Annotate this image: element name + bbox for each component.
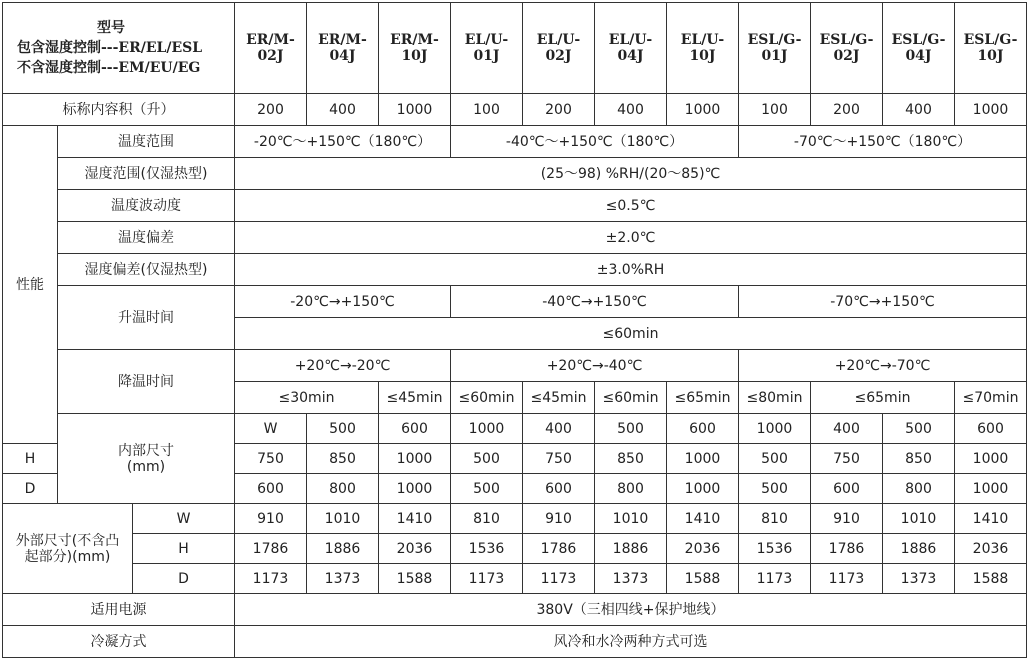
size-value: 1000 [667, 444, 739, 474]
temp-range-group: -40℃～+150℃（180℃） [451, 126, 739, 158]
temp-range-group: -20℃～+150℃（180℃） [235, 126, 451, 158]
size-value: 1000 [451, 414, 523, 444]
cooling-time-label: 降温时间 [58, 350, 235, 414]
cooling-time-value: ≤30min [235, 382, 379, 414]
volume-value: 100 [451, 94, 523, 126]
external-size-row [3, 534, 1027, 564]
size-value: 1886 [883, 534, 955, 564]
size-value: 1410 [955, 504, 1027, 534]
model-cell: ER/M- 02J [235, 3, 307, 94]
cooling-time-value: ≤45min [379, 382, 451, 414]
size-value: 1786 [235, 534, 307, 564]
cooling-time-group: +20℃→-40℃ [451, 350, 739, 382]
cooling-time-value: ≤65min [811, 382, 955, 414]
size-value: 800 [883, 474, 955, 504]
volume-value: 200 [811, 94, 883, 126]
model-cell: EL/U- 02J [523, 3, 595, 94]
size-value: 1173 [739, 564, 811, 594]
size-value: 500 [883, 414, 955, 444]
temp-fluctuation-label: 温度波动度 [58, 190, 235, 222]
without-humidity-label: 不含湿度控制---EM/EU/EG [17, 60, 201, 76]
volume-value: 1000 [379, 94, 451, 126]
size-value: 1536 [739, 534, 811, 564]
cooling-time-value: ≤60min [451, 382, 523, 414]
internal-size-row [3, 414, 1027, 444]
size-value: 810 [451, 504, 523, 534]
model-cell: ESL/G- 02J [811, 3, 883, 94]
heating-time-group: -20℃→+150℃ [235, 286, 451, 318]
size-value: 850 [595, 444, 667, 474]
humidity-range-label: 湿度范围(仅湿热型) [58, 158, 235, 190]
size-value: 1000 [739, 414, 811, 444]
temp-range-row [3, 126, 1027, 158]
cooling-time-value: ≤60min [595, 382, 667, 414]
volume-value: 200 [235, 94, 307, 126]
cooling-time-value: ≤80min [739, 382, 811, 414]
temp-range-group: -70℃～+150℃（180℃） [739, 126, 1027, 158]
size-value: 910 [523, 504, 595, 534]
size-value: 1410 [667, 504, 739, 534]
size-value: 1536 [451, 534, 523, 564]
size-value: 600 [235, 474, 307, 504]
volume-value: 400 [595, 94, 667, 126]
internal-size-label: 内部尺寸 (mm) [58, 414, 235, 504]
size-value: 1173 [235, 564, 307, 594]
size-value: 1886 [307, 534, 379, 564]
cooling-time-value: ≤70min [955, 382, 1027, 414]
size-value: 910 [811, 504, 883, 534]
size-value: 500 [451, 474, 523, 504]
size-value: 1886 [595, 534, 667, 564]
humidity-range-value: (25～98) %RH/(20～85)℃ [235, 158, 1027, 190]
size-value: 2036 [379, 534, 451, 564]
volume-value: 200 [523, 94, 595, 126]
performance-label: 性能 [3, 126, 58, 444]
model-cell: ER/M- 04J [307, 3, 379, 94]
model-label: 型号 [97, 20, 125, 36]
humidity-range-row [3, 158, 1027, 190]
size-value: 800 [595, 474, 667, 504]
size-value: 1000 [955, 444, 1027, 474]
size-value: 1588 [667, 564, 739, 594]
size-value: 750 [811, 444, 883, 474]
size-value: 1000 [955, 474, 1027, 504]
size-value: 750 [523, 444, 595, 474]
heating-time-group: -70℃→+150℃ [739, 286, 1027, 318]
size-value: 1000 [667, 474, 739, 504]
volume-value: 100 [739, 94, 811, 126]
external-size-row [3, 504, 1027, 534]
size-value: 1000 [379, 474, 451, 504]
size-value: 500 [307, 414, 379, 444]
volume-label: 标称内容积（升） [3, 94, 235, 126]
size-value: 500 [595, 414, 667, 444]
condensing-row [3, 626, 1027, 658]
size-value: 600 [667, 414, 739, 444]
size-value: 1588 [379, 564, 451, 594]
dim-label: W [235, 414, 307, 444]
temp-fluctuation-value: ≤0.5℃ [235, 190, 1027, 222]
size-value: 2036 [955, 534, 1027, 564]
power-row [3, 594, 1027, 626]
cooling-time-value: ≤45min [523, 382, 595, 414]
humidity-deviation-value: ±3.0%RH [235, 254, 1027, 286]
size-value: 600 [523, 474, 595, 504]
volume-row [3, 94, 1027, 126]
size-value: 1588 [955, 564, 1027, 594]
temp-deviation-label: 温度偏差 [58, 222, 235, 254]
size-value: 1786 [811, 534, 883, 564]
power-label: 适用电源 [3, 594, 235, 626]
size-value: 910 [235, 504, 307, 534]
size-value: 850 [307, 444, 379, 474]
size-value: 1410 [379, 504, 451, 534]
size-value: 2036 [667, 534, 739, 564]
model-cell: ESL/G- 01J [739, 3, 811, 94]
size-value: 400 [811, 414, 883, 444]
size-value: 1000 [379, 444, 451, 474]
dim-label: W [133, 504, 235, 534]
heating-time-label: 升温时间 [58, 286, 235, 350]
dim-label: D [3, 474, 58, 504]
volume-value: 1000 [667, 94, 739, 126]
humidity-deviation-row [3, 254, 1027, 286]
model-cell: EL/U- 10J [667, 3, 739, 94]
volume-value: 1000 [955, 94, 1027, 126]
size-value: 1173 [811, 564, 883, 594]
size-value: 750 [235, 444, 307, 474]
size-value: 810 [739, 504, 811, 534]
header-row [3, 3, 1027, 94]
size-value: 600 [379, 414, 451, 444]
size-value: 1010 [307, 504, 379, 534]
condensing-value: 风冷和水冷两种方式可选 [235, 626, 1027, 658]
size-value: 500 [739, 474, 811, 504]
with-humidity-label: 包含湿度控制---ER/EL/ESL [17, 40, 203, 56]
model-header-cell [3, 3, 235, 94]
model-cell: EL/U- 04J [595, 3, 667, 94]
dim-label: H [133, 534, 235, 564]
cooling-time-value: ≤65min [667, 382, 739, 414]
heating-time-row [3, 286, 1027, 318]
size-value: 1373 [595, 564, 667, 594]
temp-deviation-row [3, 222, 1027, 254]
spec-table [2, 2, 1027, 658]
size-value: 1786 [523, 534, 595, 564]
heating-time-group: -40℃→+150℃ [451, 286, 739, 318]
size-value: 1373 [883, 564, 955, 594]
size-value: 600 [811, 474, 883, 504]
size-value: 800 [307, 474, 379, 504]
size-value: 1010 [595, 504, 667, 534]
temp-deviation-value: ±2.0℃ [235, 222, 1027, 254]
volume-value: 400 [883, 94, 955, 126]
condensing-label: 冷凝方式 [3, 626, 235, 658]
model-cell: ESL/G- 04J [883, 3, 955, 94]
size-value: 400 [523, 414, 595, 444]
external-size-row [3, 564, 1027, 594]
temp-fluctuation-row [3, 190, 1027, 222]
heating-time-value: ≤60min [235, 318, 1027, 350]
size-value: 600 [955, 414, 1027, 444]
model-cell: EL/U- 01J [451, 3, 523, 94]
cooling-time-group: +20℃→-20℃ [235, 350, 451, 382]
power-value: 380V（三相四线+保护地线） [235, 594, 1027, 626]
size-value: 500 [451, 444, 523, 474]
cooling-time-row [3, 350, 1027, 382]
dim-label: D [133, 564, 235, 594]
model-cell: ER/M- 10J [379, 3, 451, 94]
size-value: 1173 [451, 564, 523, 594]
external-size-label: 外部尺寸(不含凸 起部分)(mm) [3, 504, 133, 594]
size-value: 1373 [307, 564, 379, 594]
size-value: 1173 [523, 564, 595, 594]
temp-range-label: 温度范围 [58, 126, 235, 158]
volume-value: 400 [307, 94, 379, 126]
model-cell: ESL/G- 10J [955, 3, 1027, 94]
cooling-time-group: +20℃→-70℃ [739, 350, 1027, 382]
size-value: 1010 [883, 504, 955, 534]
size-value: 500 [739, 444, 811, 474]
dim-label: H [3, 444, 58, 474]
size-value: 850 [883, 444, 955, 474]
humidity-deviation-label: 湿度偏差(仅湿热型) [58, 254, 235, 286]
